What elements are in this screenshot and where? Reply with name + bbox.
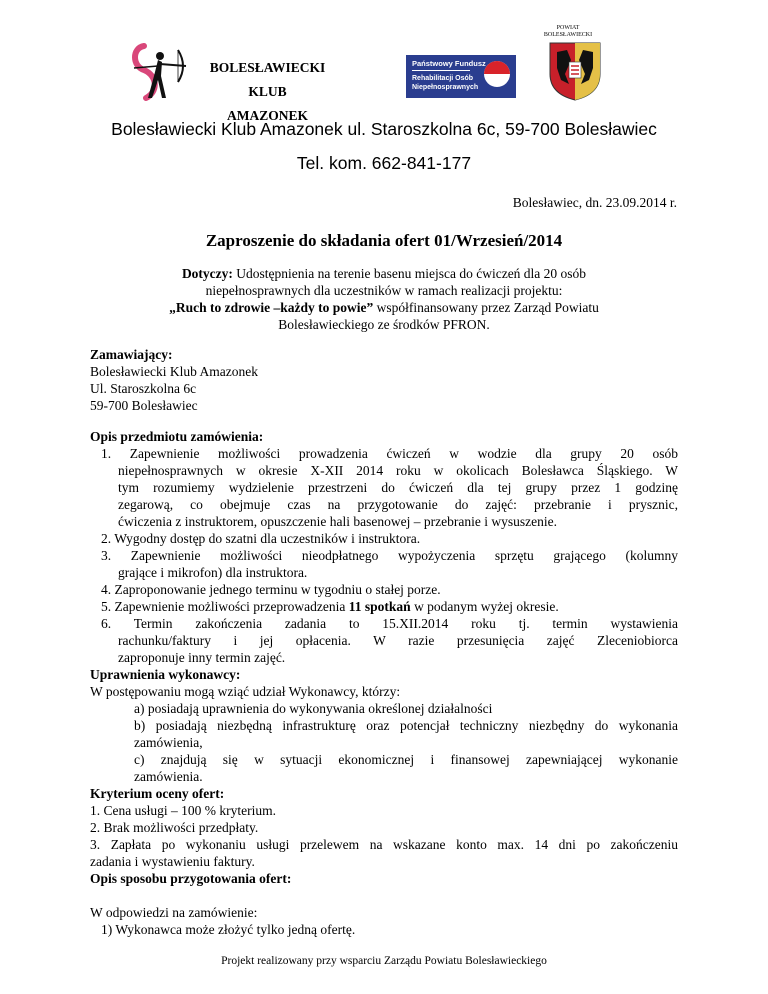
rights-a: a) posiadają uprawnienia do wykonywania określonej działalności	[134, 701, 493, 716]
description-heading: Opis przedmiotu zamówienia:	[90, 429, 264, 444]
subject-line2: niepełnosprawnych dla uczestników w ramach realizacji projektu:	[205, 283, 563, 298]
preparation-intro: W odpowiedzi na zamówienie:	[90, 905, 258, 920]
page-title: Zaproszenie do składania ofert 01/Wrzesień/2014	[205, 231, 563, 250]
powiat-label	[528, 25, 608, 39]
description-item-6: 6. Termin zakończenia zadania to 15.XII.2014 roku tj. termin wystawienia	[101, 616, 678, 631]
ordering-party-line: Bolesławiecki Klub Amazonek	[90, 364, 258, 379]
powiat-line1: POWIAT	[556, 25, 580, 31]
subject-block	[90, 265, 678, 333]
subject-label: Dotyczy:	[181, 266, 233, 281]
meetings-count: 11 spotkań	[348, 599, 411, 614]
rights-intro: W postępowaniu mogą wziąć udział Wykonawcy, którzy:	[90, 684, 401, 699]
amazon-club-logo	[128, 40, 188, 102]
page-footer: Projekt realizowany przy wsparciu Zarządu Powiatu Bolesławieckiego	[221, 955, 547, 967]
description-item-1: 1. Zapewnienie możliwości prowadzenia ćwiczeń w wodzie dla grupy 20 osób	[101, 446, 678, 461]
pfron-line1: Państwowy Fundusz	[412, 59, 486, 68]
header-address: Bolesławiecki Klub Amazonek ul. Staroszkolna 6c, 59-700 Bolesławiec	[111, 119, 657, 139]
pfron-line2: Rehabilitacji Osób	[412, 75, 474, 82]
ordering-party-heading: Zamawiający:	[90, 347, 173, 362]
description-item-1-cont: niepełnosprawnych w okresie X-XII 2014 roku w okolicach Bolesławca Śląskiego. W tym rozumiemy wydzielenie przestrzeni do ćwiczeń dla tej grupy przez 1 godzinę zegarową, co obejmuje czas na przygotowanie do zajęć: przebranie i prysznic, ćwiczenia z instruktorem, opuszczenie hali basenowej – przebranie i wysuszenie.	[118, 463, 678, 529]
subject-line1	[90, 265, 678, 282]
rights-c: c) znajdują się w sytuacji ekonomicznej i finansowej zapewniającej wykonanie zamówienia.	[134, 752, 678, 784]
document-date: Bolesławiec, dn. 23.09.2014 r.	[512, 195, 677, 210]
ordering-party-line: 59-700 Bolesławiec	[90, 398, 198, 413]
rights-heading: Uprawnienia wykonawcy:	[90, 667, 241, 682]
powiat-coat-of-arms	[547, 40, 603, 102]
header-phone: Tel. kom. 662-841-177	[296, 153, 472, 173]
subject-text3: współfinansowany przez Zarząd Powiatu	[373, 300, 599, 315]
pfron-logo	[406, 55, 516, 98]
preparation-item-1: 1) Wykonawca może złożyć tylko jedną ofertę.	[101, 922, 356, 937]
description-item-3-cont: grające i mikrofon) dla instruktora.	[118, 565, 308, 580]
subject-line3	[90, 299, 678, 316]
criteria-heading: Kryterium oceny ofert:	[90, 786, 225, 801]
description-item-2: 2. Wygodny dostęp do szatni dla uczestników i instruktora.	[101, 531, 421, 546]
pfron-emblem-icon	[482, 59, 512, 89]
club-name-line2: AMAZONEK	[227, 108, 308, 123]
ordering-party	[90, 346, 390, 414]
club-name-line1: BOLESŁAWIECKI KLUB	[209, 60, 326, 99]
description-item-6-cont: rachunku/faktury i jej opłacenia. W razie przesunięcia zajęć Zleceniobiorca zaproponuje inny termin zajęć.	[118, 633, 678, 665]
criteria-item-1: 1. Cena usługi – 100 % kryterium.	[90, 803, 276, 818]
description-item-5: 5. Zapewnienie możliwości przeprowadzenia 11 spotkań w podanym wyżej okresie.	[101, 599, 559, 614]
powiat-line2: BOLESŁAWIECKI	[543, 32, 593, 38]
subject-line4: Bolesławieckiego ze środków PFRON.	[278, 317, 490, 332]
criteria-item-3: 3. Zapłata po wykonaniu usługi przelewem na wskazane konto max. 14 dni po zakończeniu zadania i wystawieniu faktury.	[90, 837, 678, 869]
description-item-4: 4. Zaproponowanie jednego terminu w tygodniu o stałej porze.	[101, 582, 441, 597]
rights-b: b) posiadają niezbędną infrastrukturę oraz potencjał techniczny niezbędny do wykonania zamówienia,	[134, 718, 678, 750]
pfron-line3: Niepełnosprawnych	[412, 84, 479, 91]
subject-text1: Udostępnienia na terenie basenu miejsca do ćwiczeń dla 20 osób	[232, 266, 587, 281]
preparation-heading: Opis sposobu przygotowania ofert:	[90, 871, 292, 886]
description-item-3: 3. Zapewnienie możliwości nieodpłatnego wypożyczenia sprzętu grającego (kolumny	[101, 548, 678, 563]
project-title: „Ruch to zdrowie –każdy to powie”	[169, 300, 374, 315]
criteria-item-2: 2. Brak możliwości przedpłaty.	[90, 820, 259, 835]
ordering-party-line: Ul. Staroszkolna 6c	[90, 381, 197, 396]
